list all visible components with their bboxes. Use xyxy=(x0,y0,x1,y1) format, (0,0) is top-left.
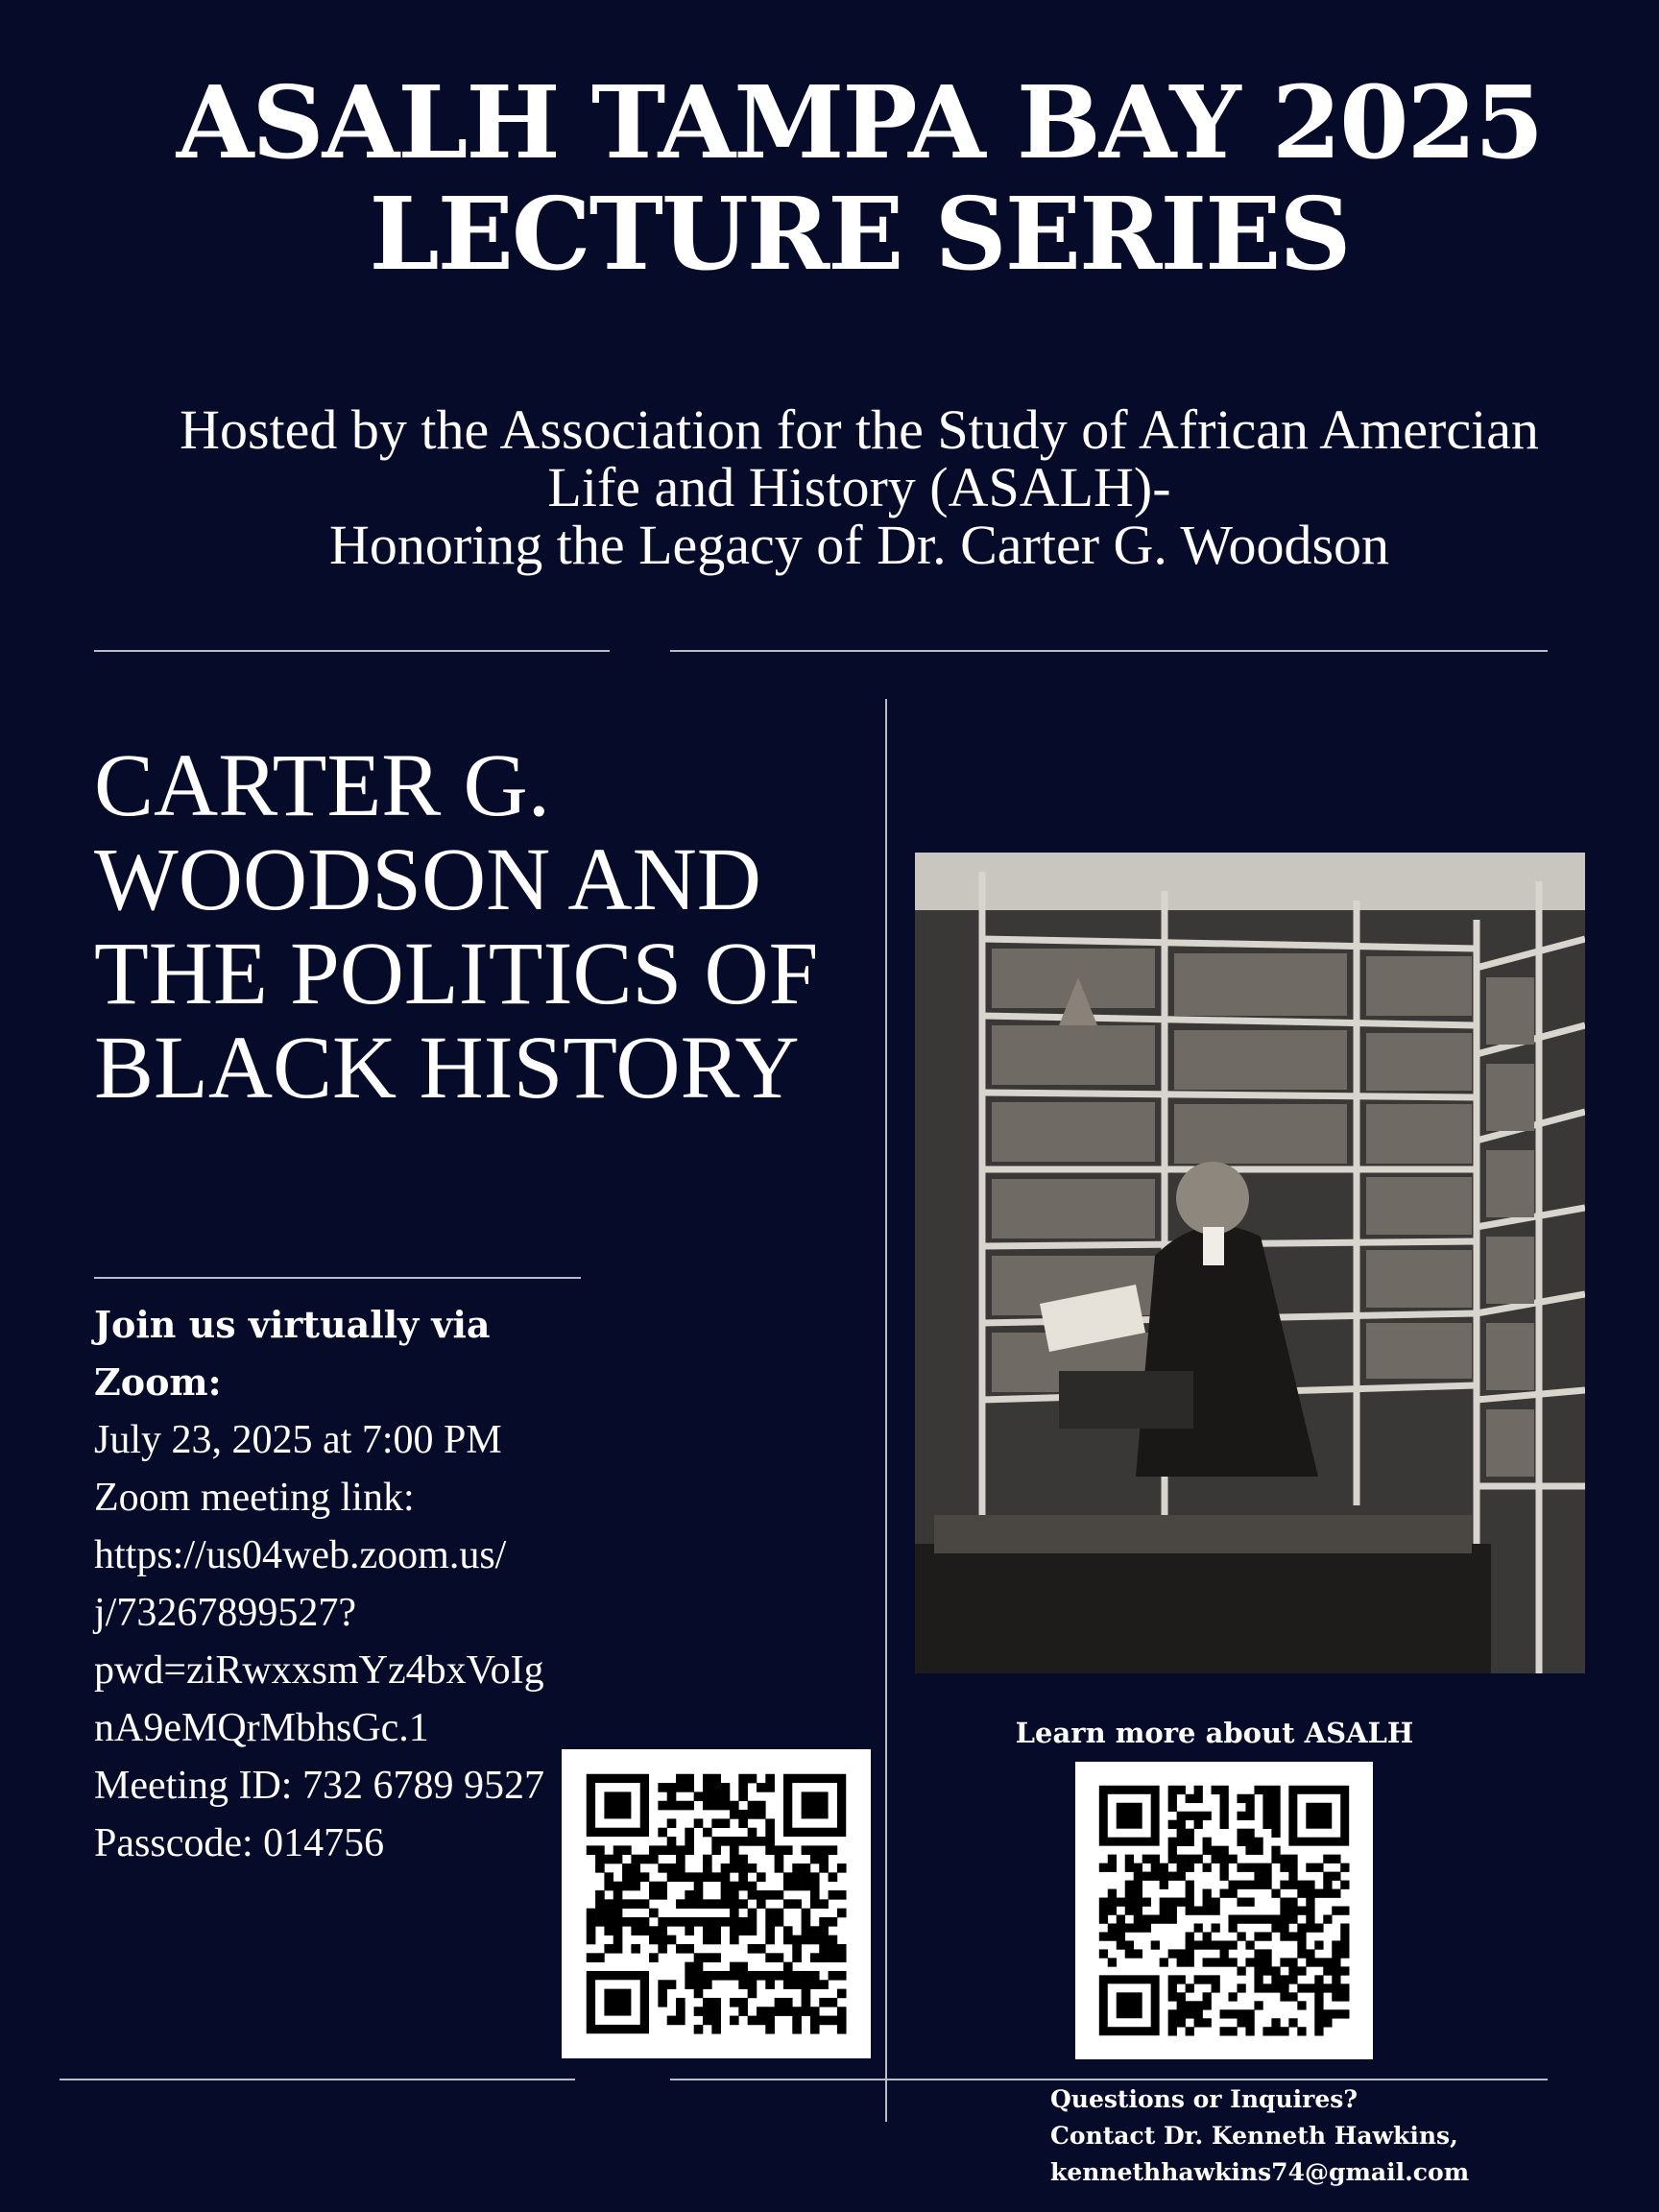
lecture-title-line-3: THE POLITICS OF xyxy=(94,925,819,1023)
divider-top-right xyxy=(670,650,1548,652)
passcode: Passcode: 014756 xyxy=(94,1821,385,1865)
event-date: July 23, 2025 at 7:00 PM xyxy=(94,1418,502,1462)
divider-top-left xyxy=(94,650,610,652)
join-line-2: Zoom: xyxy=(94,1360,222,1404)
divider-vertical xyxy=(885,699,887,2122)
event-details xyxy=(94,1296,593,1872)
contact-info xyxy=(1050,2081,1655,2191)
lecture-title xyxy=(94,736,862,1118)
qr-code-icon xyxy=(1075,1762,1373,2059)
zoom-link-line-4[interactable]: nA9eMQrMbhsGc.1 xyxy=(94,1706,429,1750)
page-title xyxy=(0,63,1659,293)
title-line-1: ASALH TAMPA BAY 2025 xyxy=(176,63,1543,181)
lecture-title-line-4: BLACK HISTORY xyxy=(94,1019,800,1118)
divider-bottom-left xyxy=(60,2079,575,2080)
zoom-link-line-2[interactable]: j/73267899527? xyxy=(94,1591,356,1635)
meeting-id: Meeting ID: 732 6789 9527 xyxy=(94,1764,544,1808)
zoom-link-line-3[interactable]: pwd=ziRwxxsmYz4bxVoIg xyxy=(94,1648,544,1693)
title-line-2: LECTURE SERIES xyxy=(369,175,1350,293)
join-line-1: Join us virtually via xyxy=(94,1303,491,1346)
lecture-title-line-2: WOODSON AND xyxy=(94,830,761,929)
hosted-line-3: Honoring the Legacy of Dr. Carter G. Woodson xyxy=(328,514,1390,576)
hosted-by-text xyxy=(58,398,1659,576)
contact-line-2: Contact Dr. Kenneth Hawkins, xyxy=(1050,2122,1458,2150)
contact-email[interactable]: kennethhawkins74@gmail.com xyxy=(1050,2158,1470,2186)
library-photo xyxy=(915,853,1585,1673)
hosted-line-1: Hosted by the Association for the Study of African Amercian xyxy=(180,398,1539,461)
qr-code-icon xyxy=(562,1749,871,2058)
zoom-link-line-1[interactable]: https://us04web.zoom.us/ xyxy=(94,1533,507,1577)
learn-more-label: Learn more about ASALH xyxy=(1015,1717,1414,1749)
hosted-line-2: Life and History (ASALH)- xyxy=(547,456,1171,518)
divider-mid-left xyxy=(94,1277,581,1279)
zoom-qr-code[interactable] xyxy=(562,1749,871,2058)
asalh-qr-code[interactable] xyxy=(1075,1762,1373,2059)
zoom-link-label: Zoom meeting link: xyxy=(94,1476,415,1520)
divider-bottom-right xyxy=(670,2079,1548,2080)
lecture-title-line-1: CARTER G. xyxy=(94,736,550,835)
contact-line-1: Questions or Inquires? xyxy=(1050,2085,1358,2113)
